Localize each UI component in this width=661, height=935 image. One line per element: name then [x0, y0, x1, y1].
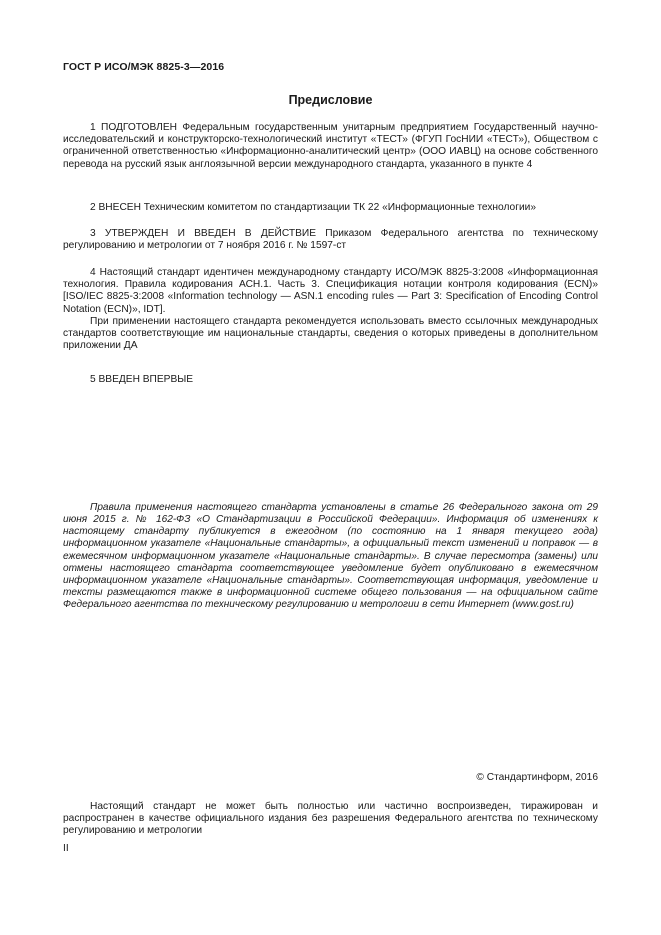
- section-1-text: 1 ПОДГОТОВЛЕН Федеральным государственным унитарным предприятием Государственный научно-исследовательский и конструкторско-технологический институт «ТЕСТ» (ФГУП ГосНИИ «ТЕСТ»), Обществом с ограниченной ответственностью «Информационно-аналитический центр» (ООО ИАВЦ) на основе собственного перевода на русский язык англоязычной версии международного стандарта, указанного в пункте 4: [63, 122, 598, 170]
- page-number: II: [63, 843, 69, 854]
- standard-application-notice: Правила применения настоящего стандарта установлены в статье 26 Федерального закона от 29 июня 2015 г. № 162-ФЗ «О Стандартизации в Российской Федерации». Информация об изменениях к настоящему стандарту публикуется в ежегодном (по состоянию на 1 января текущего года) информационном указателе «Национальные стандарты», а официальный текст изменений и поправок — в ежемесячном информационном указателе «Национальные стандарты». В случае пересмотра (замены) или отмены настоящего стандарта соответствующее уведомление будет опубликовано в ежемесячном информационном указателе «Национальные стандарты». Соответствующая информация, уведомление и тексты размещаются также в информационной системе общего пользования — на официальном сайте Федерального агентства по техническому регулированию и метрологии в сети Интернет (www.gost.ru): [63, 502, 598, 611]
- section-2: [63, 202, 598, 214]
- document-code: ГОСТ Р ИСО/МЭК 8825-3—2016: [63, 61, 225, 73]
- reproduction-notice: Настоящий стандарт не может быть полностью или частично воспроизведен, тиражирован и распространен в качестве официального издания без разрешения Федерального агентства по техническому регулированию и метрологии: [63, 801, 598, 837]
- section-4-text: 4 Настоящий стандарт идентичен международному стандарту ИСО/МЭК 8825-3:2008 «Информационная технология. Правила кодирования АСН.1. Часть 3. Спецификация нотации контроля кодирования (ECN)» [ISO/IEC 8825-3:2008 «Information technology — ASN.1 encoding rules — Part 3: Specification of Encoding Control Notation (ECN)», IDT].: [63, 267, 598, 315]
- copyright-notice: © Стандартинформ, 2016: [476, 772, 598, 783]
- page-title: Предисловие: [288, 93, 373, 107]
- section-1: [63, 122, 598, 171]
- section-5-text: 5 ВВЕДЕН ВПЕРВЫЕ: [90, 374, 194, 385]
- section-3: [63, 228, 598, 252]
- section-3-text: 3 УТВЕРЖДЕН И ВВЕДЕН В ДЕЙСТВИЕ Приказом Федерального агентства по техническому регулированию и метрологии от 7 ноября 2016 г. № 1597-ст: [63, 228, 598, 252]
- section-2-text: 2 ВНЕСЕН Техническим комитетом по стандартизации ТК 22 «Информационные технологии»: [90, 202, 536, 213]
- section-5: [63, 374, 598, 386]
- section-4-note-text: При применении настоящего стандарта рекомендуется использовать вместо ссылочных международных стандартов соответствующие им национальные стандарты, сведения о которых приведены в дополнительном приложении ДА: [63, 315, 598, 352]
- section-4: [63, 267, 598, 352]
